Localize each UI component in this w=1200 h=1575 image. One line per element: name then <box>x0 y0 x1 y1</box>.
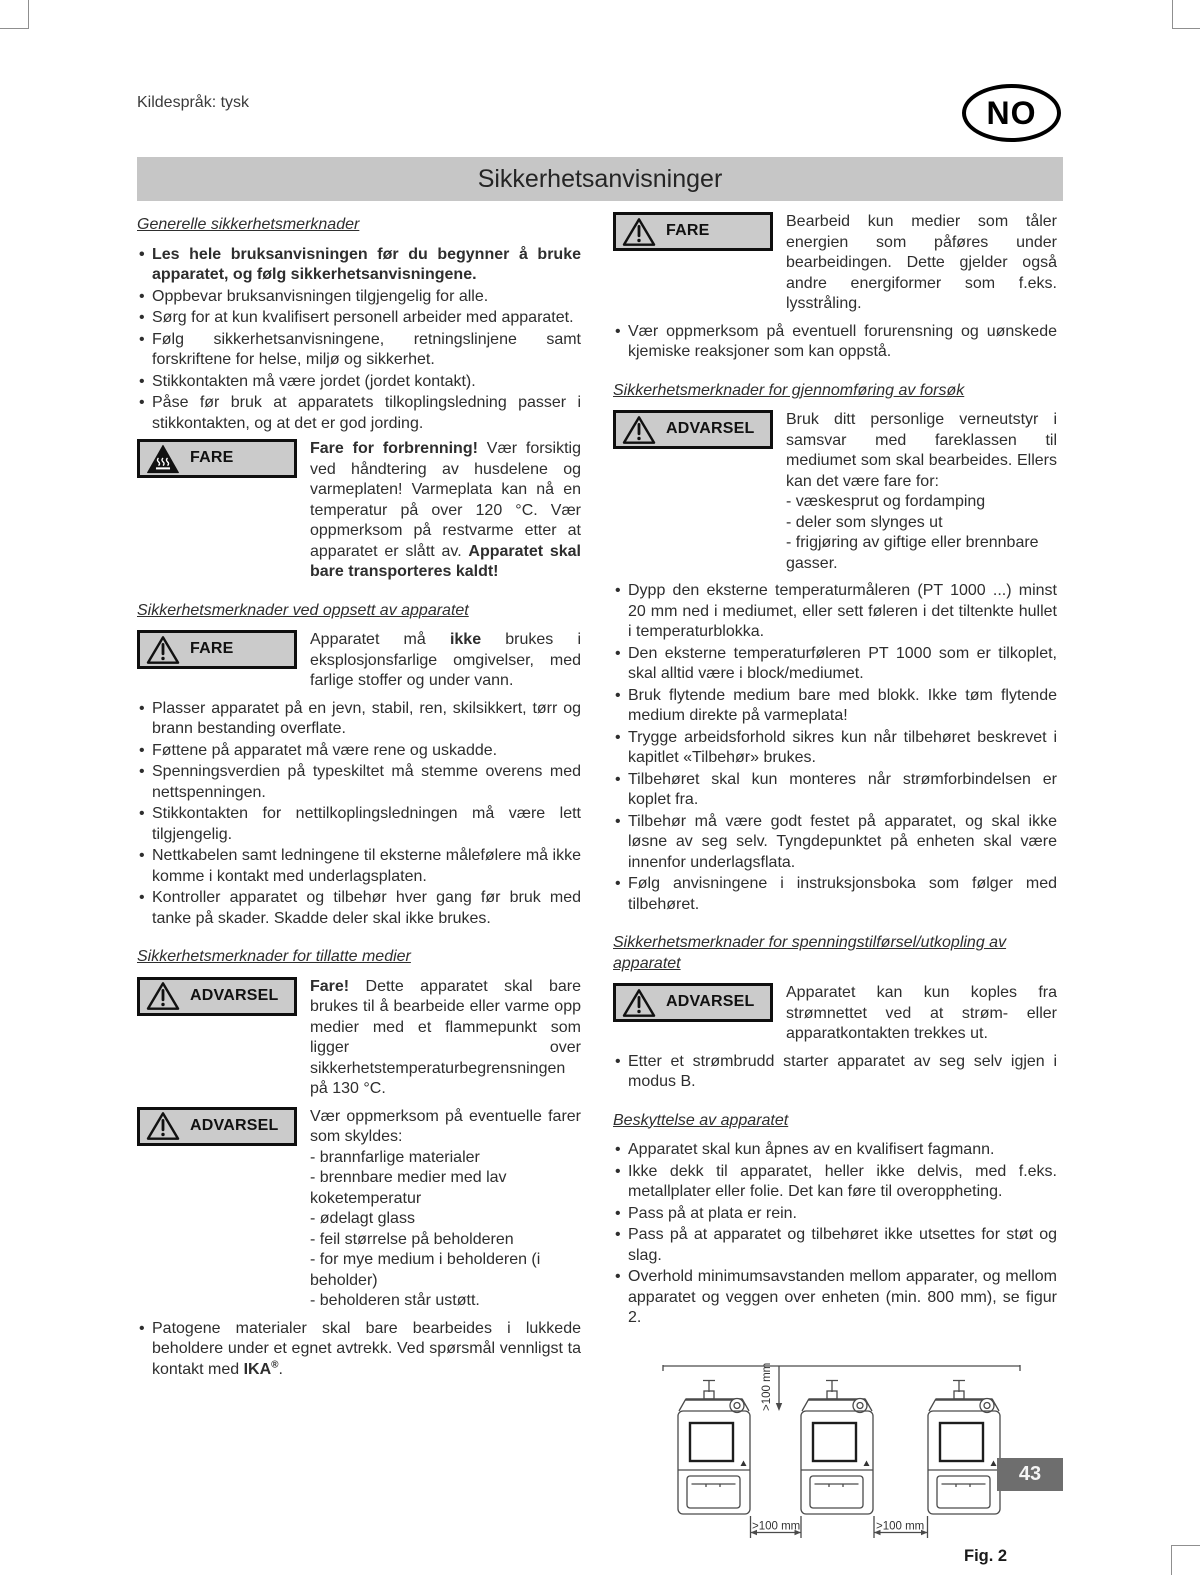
list-item: • Kontroller apparatet og tilbehør hver gang før bruk med tanke på skader. Skadde deler skal ikke brukes. <box>137 888 581 929</box>
section-heading-setup: Sikkerhetsmerknader ved oppsett av apparatet <box>137 601 469 619</box>
exclamation-triangle-icon <box>146 635 180 665</box>
warning-block-burn <box>137 439 581 583</box>
figure-top-line <box>663 1365 1020 1371</box>
list-item: • Stikkontakten må være jordet (jordet kontakt). <box>137 372 581 393</box>
crop-mark-top-left <box>0 0 29 29</box>
text-segment: Bruk ditt personlige verneutstyr i samsvar med fareklassen til mediumet som skal bearbeides. Ellers kan det være fare for: <box>786 411 1057 490</box>
warning-box <box>613 983 773 1022</box>
list-item: • Påse før bruk at apparatets tilkoplingsledning passer i stikkontakten, og at det er god jording. <box>137 393 581 434</box>
warning-text <box>310 439 581 583</box>
figure-arrowhead <box>776 1403 782 1411</box>
hot-surface-warning-icon <box>146 444 180 474</box>
text-segment: Dette apparatet skal bare brukes til å bearbeide eller varme opp medier med et flammepunkt som ligger over sikkerhetstemperaturbegrensningen på 130 °C. <box>310 977 581 1097</box>
dash-item: - brennbare medier med lav koketemperatur <box>310 1169 507 1207</box>
general-bullet-list <box>137 245 581 435</box>
warning-box <box>137 630 297 669</box>
dimension-label-bottom-left: >100 mm <box>752 1520 801 1532</box>
warning-box <box>137 1107 297 1146</box>
warning-block-flammable <box>137 977 581 1100</box>
page-title: Sikkerhetsanvisninger <box>137 157 1063 201</box>
warning-text <box>786 410 1057 574</box>
list-item: • Ikke dekk til apparatet, heller ikke delvis, med f.eks. metallplater eller folie. Det kan føre til overoppheting. <box>613 1162 1057 1203</box>
warning-block-energy <box>613 212 1057 315</box>
section-heading-general: Generelle sikkerhetsmerknader <box>137 216 360 233</box>
list-item: • Trygge arbeidsforhold sikres kun når tilbehøret beskrevet i kapitlet «Tilbehør» brukes. <box>613 728 1057 769</box>
warning-label: FARE <box>190 640 234 658</box>
list-item: • Stikkontakten for nettilkoplingsledningen må være lett tilgjengelig. <box>137 804 581 845</box>
text-segment: Vær forsiktig ved håndtering av husdelene og varmeplaten! Varmeplata kan nå en temperatur på over 120 °C. Vær oppmerksom på restvarme etter at apparatet er slått av. <box>310 440 581 560</box>
warning-text: Apparatet kan kun koples fra strømnettet ved at strøm- eller apparatkontakten trekkes ut. <box>786 984 1057 1042</box>
warning-text <box>310 1107 581 1312</box>
setup-bullet-list <box>137 699 581 930</box>
warning-block-ppe <box>613 410 1057 574</box>
section-heading-power: Sikkerhetsmerknader for spenningstilførsel/utkopling av apparatet <box>613 934 1007 972</box>
dash-item: - feil størrelse på beholderen <box>310 1230 514 1248</box>
warning-text <box>310 977 581 1100</box>
warning-label: FARE <box>190 449 234 467</box>
list-item: • Pass på at apparatet og tilbehøret ikke utsettes for støt og slag. <box>613 1225 1057 1266</box>
list-item: • Tilbehøret skal kun monteres når strømforbindelsen er koplet fra. <box>613 770 1057 811</box>
warning-block-explosion <box>137 630 581 692</box>
pathogen-bullet-list <box>137 1319 581 1381</box>
list-item: • Overhold minimumsavstanden mellom apparater, og mellom apparatet og veggen over enheten (min. 800 mm), se figur 2. <box>613 1267 1057 1329</box>
exclamation-triangle-icon <box>146 981 180 1011</box>
list-item: • Vær oppmerksom på eventuell forurensning og uønskede kjemiske reaksjoner som kan oppstå. <box>613 322 1057 363</box>
device-drawing <box>678 1380 750 1514</box>
power-bullet-list <box>613 1052 1057 1093</box>
warning-text: Bearbeid kun medier som tåler energien som påføres under bearbeidingen. Dette gjelder også andre energiformer som f.eks. lysstråling. <box>786 213 1057 312</box>
list-item: • Pass på at plata er rein. <box>613 1204 1057 1225</box>
text-segment: ikke <box>449 631 482 648</box>
dash-item: - deler som slynges ut <box>786 513 943 531</box>
protection-bullet-list <box>613 1140 1057 1329</box>
list-item: • Dypp den eksterne temperaturmåleren (PT 1000 ...) minst 20 mm ned i mediumet, eller sett føleren i det tiltenkte hullet i temperaturblokka. <box>613 581 1057 643</box>
list-item: • Apparatet skal kun åpnes av en kvalifisert fagmann. <box>613 1140 1057 1161</box>
warning-label: ADVARSEL <box>666 993 755 1011</box>
list-item: • Følg anvisningene i instruksjonsboka som følger med tilbehøret. <box>613 874 1057 915</box>
text-segment: Apparatet skal bare transporteres kaldt! <box>310 542 581 580</box>
section-heading-media: Sikkerhetsmerknader for tillatte medier <box>137 948 411 965</box>
list-item: • Plasser apparatet på en jevn, stabil, ren, skilsikkert, tørr og brann bestanding overflate. <box>137 699 581 740</box>
warning-box <box>137 439 297 478</box>
list-item: • Les hele bruksanvisningen før du begynner å bruke apparatet, og følg sikkerhetsanvisningene. <box>137 245 581 286</box>
contamination-bullet-list <box>613 322 1057 363</box>
text-segment: Fare for forbrenning! <box>310 440 478 457</box>
section-heading-experiments: Sikkerhetsmerknader for gjennomføring av forsøk <box>613 381 965 399</box>
text-segment: brukes i eksplosjonsfarlige omgivelser, med farlige stoffer og under vann. <box>310 631 582 689</box>
dash-item: - for mye medium i beholderen (i beholder) <box>310 1251 541 1289</box>
language-badge: NO <box>962 84 1061 142</box>
warning-block-hazards <box>137 1107 581 1312</box>
warning-label: ADVARSEL <box>190 986 279 1004</box>
list-item: • Tilbehør må være godt festet på apparatet, og skal ikke løsne av seg selv. Tyngdepunktet på enheten skal være innenfor underlagsflata. <box>613 812 1057 874</box>
source-language-label: Kildespråk: tysk <box>137 94 250 111</box>
dash-item: - væskesprut og fordamping <box>786 493 986 510</box>
registered-trademark-symbol: ® <box>271 1359 279 1371</box>
list-item: • Bruk flytende medium bare med blokk. Ikke tøm flytende medium direkte på varmeplata! <box>613 686 1057 727</box>
dash-item: - brannfarlige materialer <box>310 1148 480 1166</box>
warning-label: ADVARSEL <box>666 420 755 438</box>
exclamation-triangle-icon <box>622 217 656 247</box>
warning-box <box>137 977 297 1016</box>
text-segment: Vær oppmerksom på eventuelle farer som skyldes: <box>310 1107 581 1145</box>
figure-caption: Fig. 2 <box>964 1546 1008 1565</box>
experiment-bullet-list <box>613 581 1057 915</box>
crop-mark-bottom-right <box>1171 1545 1200 1575</box>
left-column <box>137 212 581 1382</box>
placement-figure <box>613 1333 1057 1575</box>
warning-block-disconnect <box>613 983 1057 1045</box>
right-column <box>613 212 1057 1575</box>
warning-box <box>613 212 773 251</box>
exclamation-triangle-icon <box>622 415 656 445</box>
device-drawing <box>928 1380 1000 1514</box>
section-heading-protection: Beskyttelse av apparatet <box>613 1111 789 1129</box>
warning-text <box>310 630 581 692</box>
list-item: • Nettkabelen samt ledningene til eksterne målefølere må ikke komme i kontakt med underlagsplaten. <box>137 846 581 887</box>
page-number-badge: 43 <box>997 1458 1063 1491</box>
crop-mark-top-right <box>1172 0 1200 29</box>
list-item: • Spenningsverdien på typeskiltet må stemme overens med nettspenningen. <box>137 762 581 803</box>
dash-item: - frigjøring av giftige eller brennbare gasser. <box>786 534 1039 572</box>
text-segment: Apparatet må <box>310 631 450 648</box>
list-item: • Sørg for at kun kvalifisert personell arbeider med apparatet. <box>137 308 581 329</box>
dash-item: - beholderen står ustøtt. <box>310 1292 480 1309</box>
warning-label: FARE <box>666 222 710 240</box>
brand-name: IKA <box>243 1360 272 1378</box>
dimension-label-vertical: >100 mm <box>761 1362 773 1411</box>
list-item: • Føttene på apparatet må være rene og uskadde. <box>137 741 581 762</box>
exclamation-triangle-icon <box>146 1111 180 1141</box>
dimension-label-bottom-right: >100 mm <box>876 1520 925 1532</box>
list-item: • Oppbevar bruksanvisningen tilgjengelig for alle. <box>137 287 581 308</box>
text-segment: . <box>278 1360 283 1378</box>
list-item <box>137 1319 581 1381</box>
text-segment: Fare! <box>310 977 350 995</box>
exclamation-triangle-icon <box>622 988 656 1018</box>
list-item: • Etter et strømbrudd starter apparatet av seg selv igjen i modus B. <box>613 1052 1057 1093</box>
list-item: • Følg sikkerhetsanvisningene, retningslinjene samt forskriftene for helse, miljø og sikkerhet. <box>137 330 581 371</box>
warning-label: ADVARSEL <box>190 1116 279 1134</box>
dash-item: - ødelagt glass <box>310 1210 415 1227</box>
text-segment: Patogene materialer skal bare bearbeides i lukkede beholdere under et egnet avtrekk. Ved spørsmål vennligst ta kontakt med <box>152 1319 581 1378</box>
device-drawing <box>801 1380 873 1514</box>
list-item: • Den eksterne temperaturføleren PT 1000 som er tilkoplet, skal alltid være i block/mediumet. <box>613 644 1057 685</box>
warning-box <box>613 410 773 449</box>
